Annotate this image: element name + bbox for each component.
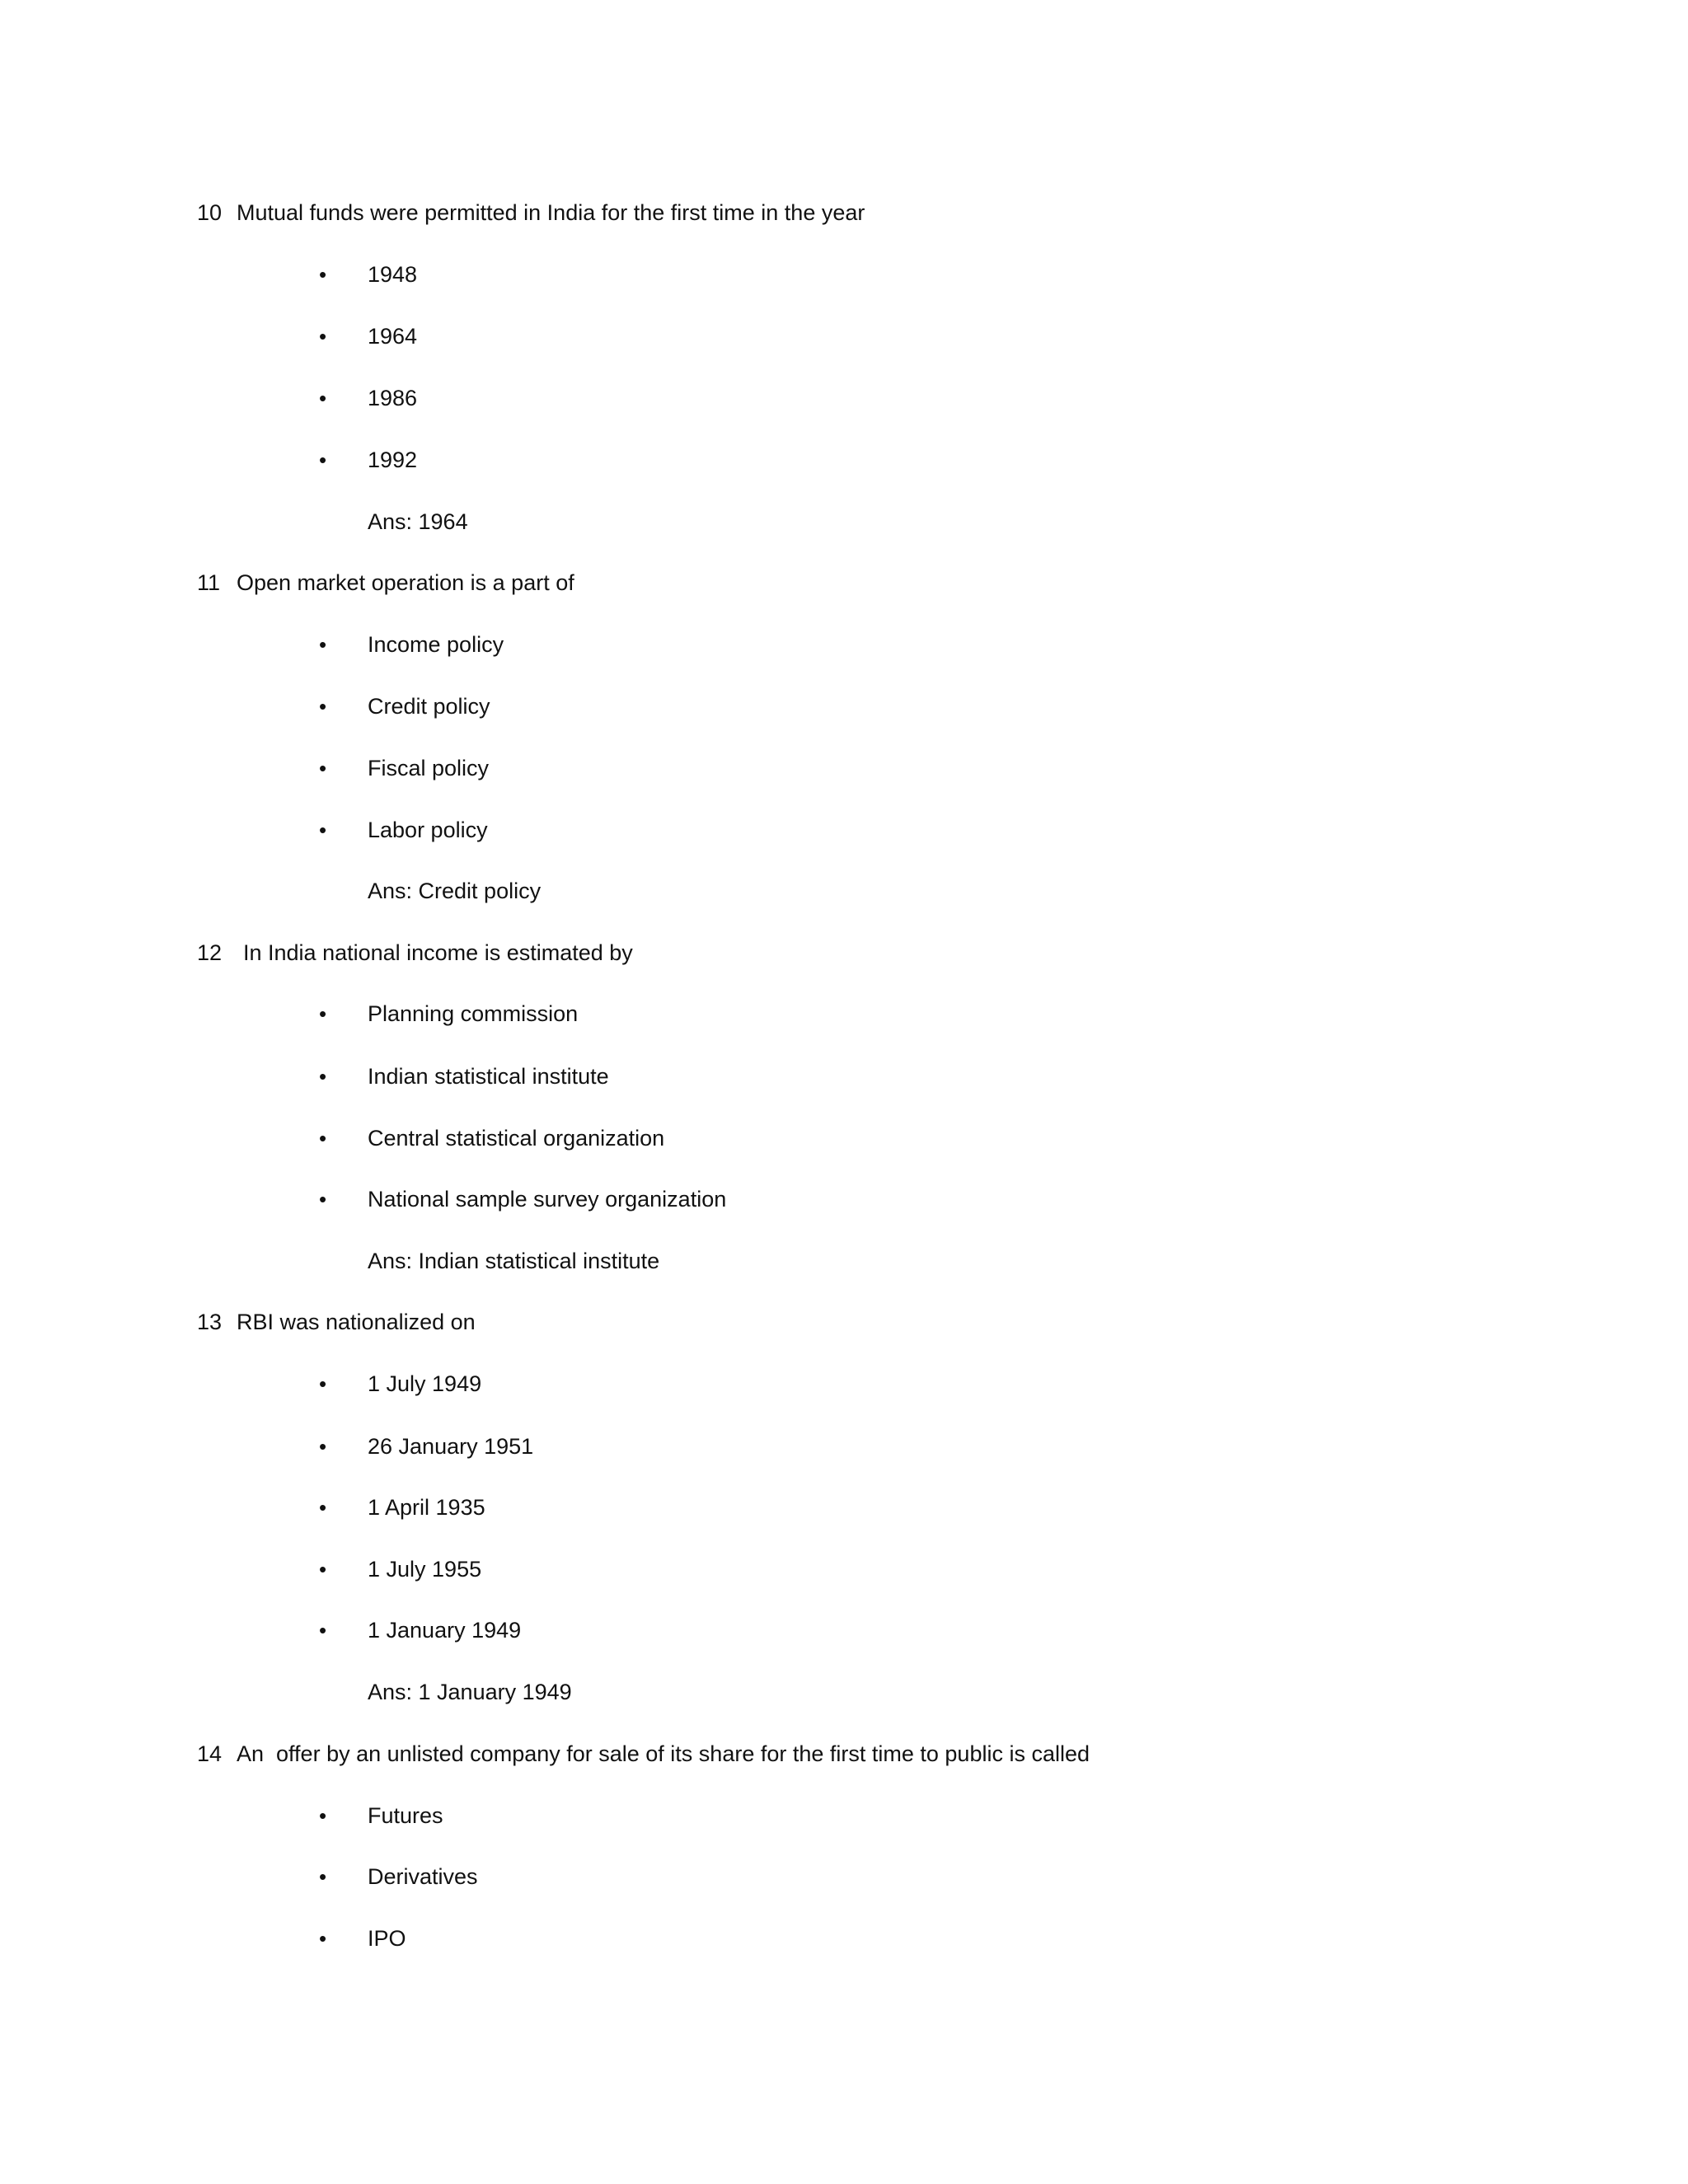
option-item: 1992 — [368, 448, 418, 472]
question-text: Mutual funds were permitted in India for the first time in the year — [237, 200, 865, 225]
question-number: 14 — [197, 1741, 223, 1766]
option-item: Planning commission — [368, 1001, 579, 1026]
bullet-icon: • — [319, 1803, 327, 1828]
question-text: Open market operation is a part of — [237, 570, 574, 595]
question-text: RBI was nationalized on — [237, 1310, 476, 1334]
bullet-icon: • — [319, 1495, 327, 1520]
option-item: 1948 — [368, 262, 418, 287]
option-item: 26 January 1951 — [368, 1434, 534, 1459]
bullet-icon: • — [319, 1434, 327, 1459]
option-item: Income policy — [368, 632, 504, 657]
question-text: In India national income is estimated by — [243, 940, 633, 965]
question-number: 10 — [197, 200, 223, 225]
bullet-icon: • — [319, 386, 327, 410]
bullet-icon: • — [319, 1001, 327, 1026]
bullet-icon: • — [319, 1371, 327, 1396]
option-item: 1964 — [368, 324, 418, 349]
bullet-icon: • — [319, 324, 327, 349]
answer-text: Ans: Credit policy — [368, 879, 542, 903]
option-item: 1 April 1935 — [368, 1495, 485, 1520]
bullet-icon: • — [319, 1926, 327, 1951]
option-item: Credit policy — [368, 694, 490, 719]
option-item: 1 July 1955 — [368, 1557, 482, 1582]
bullet-icon: • — [319, 1064, 327, 1089]
answer-text: Ans: 1 January 1949 — [368, 1680, 572, 1704]
bullet-icon: • — [319, 694, 327, 719]
option-item: Indian statistical institute — [368, 1064, 609, 1089]
bullet-icon: • — [319, 818, 327, 842]
bullet-icon: • — [319, 448, 327, 472]
option-item: Fiscal policy — [368, 756, 490, 780]
option-item: 1 July 1949 — [368, 1371, 482, 1396]
bullet-icon: • — [319, 756, 327, 780]
question-number: 11 — [197, 570, 221, 595]
bullet-icon: • — [319, 1557, 327, 1582]
option-item: Futures — [368, 1803, 443, 1828]
bullet-icon: • — [319, 1618, 327, 1643]
option-item: Central statistical organization — [368, 1126, 665, 1151]
option-item: Labor policy — [368, 818, 488, 842]
bullet-icon: • — [319, 1126, 327, 1151]
option-item: Derivatives — [368, 1864, 478, 1889]
question-text: An offer by an unlisted company for sale of its share for the first time to public is called — [237, 1741, 1090, 1766]
bullet-icon: • — [319, 262, 327, 287]
question-number: 12 — [197, 940, 223, 965]
question-number: 13 — [197, 1310, 223, 1334]
answer-text: Ans: 1964 — [368, 509, 468, 534]
option-item: National sample survey organization — [368, 1187, 727, 1212]
option-item: IPO — [368, 1926, 406, 1951]
bullet-icon: • — [319, 632, 327, 657]
answer-text: Ans: Indian statistical institute — [368, 1249, 660, 1273]
bullet-icon: • — [319, 1864, 327, 1889]
bullet-icon: • — [319, 1187, 327, 1212]
option-item: 1 January 1949 — [368, 1618, 522, 1643]
option-item: 1986 — [368, 386, 418, 410]
